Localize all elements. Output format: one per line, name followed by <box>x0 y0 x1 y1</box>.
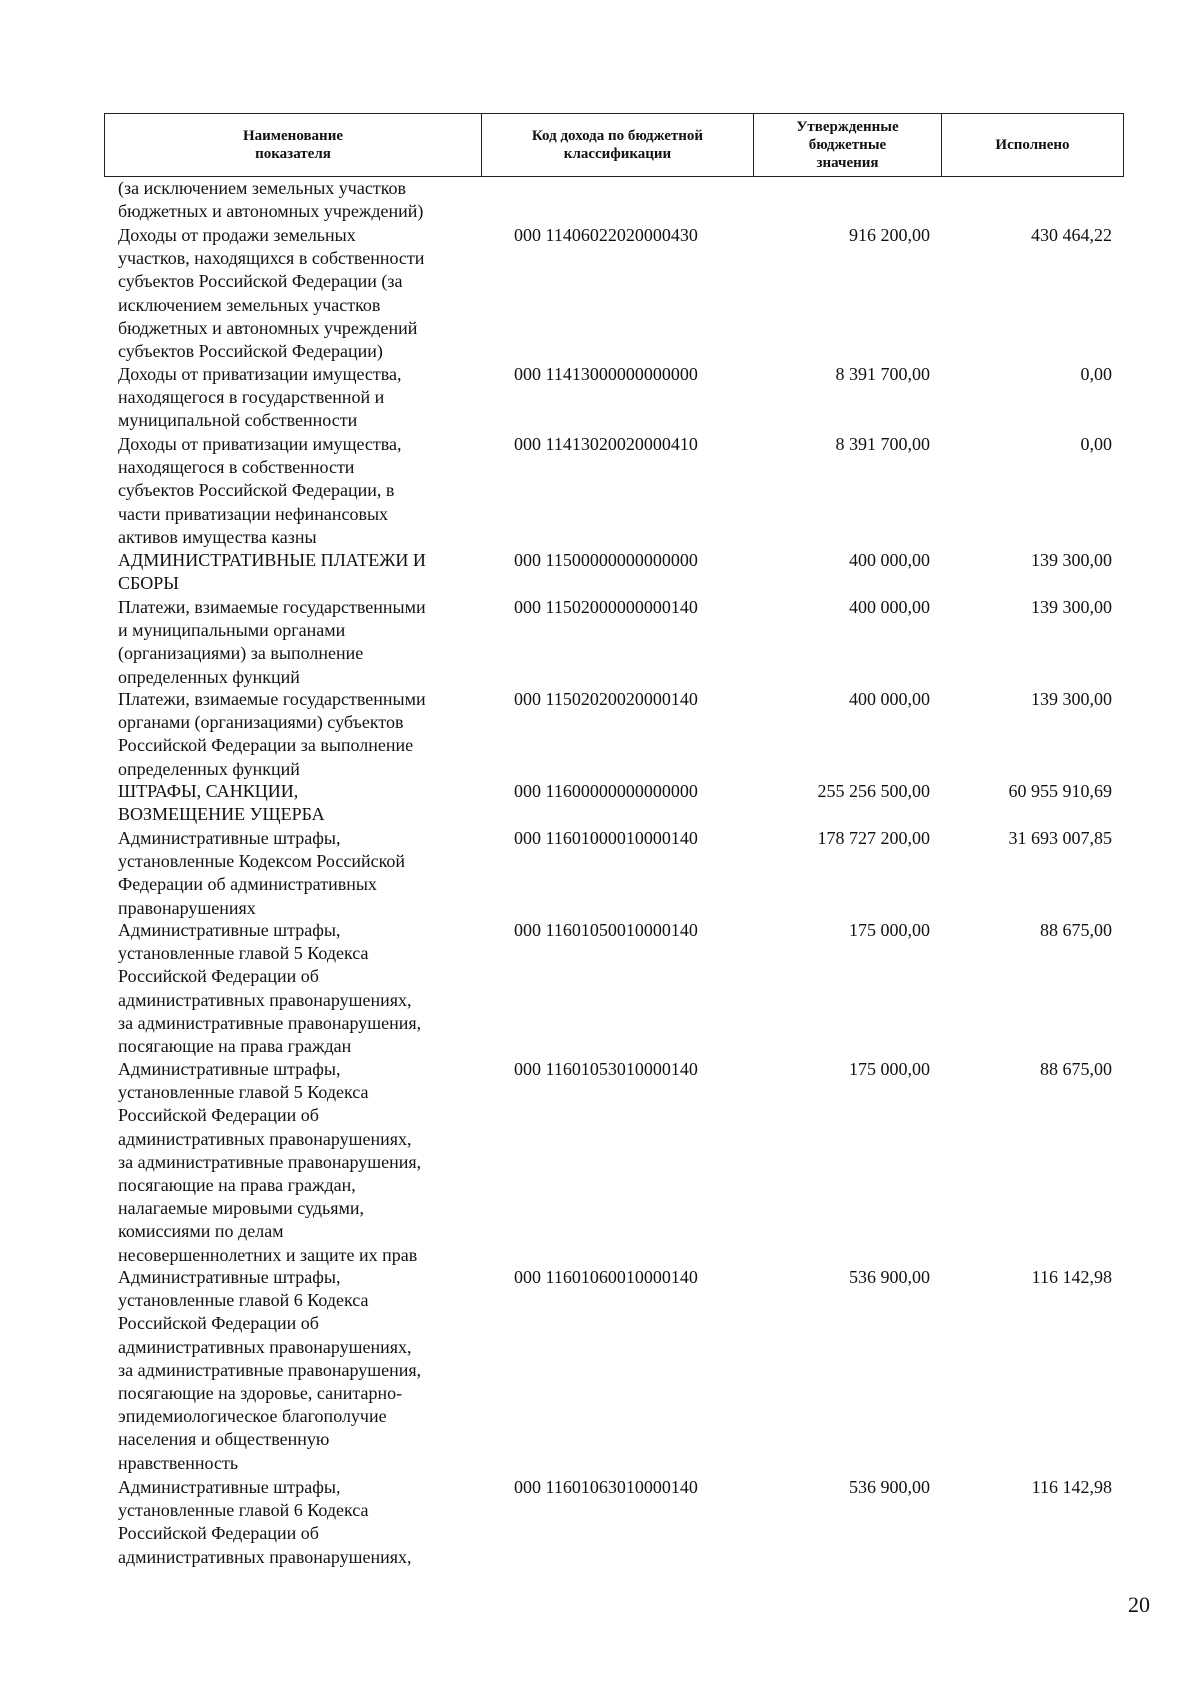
row-approved: 400 000,00 <box>849 597 930 617</box>
table-header <box>104 113 1124 177</box>
row-name: ШТРАФЫ, САНКЦИИ, ВОЗМЕЩЕНИЕ УЩЕРБА <box>118 781 325 825</box>
row-code: 000 11601000010000140 <box>514 828 698 848</box>
row-approved: 175 000,00 <box>849 1059 930 1079</box>
header-approved: Утвержденные бюджетные значения <box>754 114 942 176</box>
row-name: Административные штрафы, установленные главой 5 Кодекса Российской Федерации об административных правонарушениях, за административные правонарушения, посягающие на права граждан, налагаемые мировыми судьями, комиссиями по делам несовершеннолетних и защите их прав <box>118 1059 422 1265</box>
row-executed: 31 693 007,85 <box>1008 828 1112 848</box>
row-approved: 255 256 500,00 <box>817 781 930 801</box>
row-code: 000 11406022020000430 <box>514 225 698 245</box>
row-name: Административные штрафы, установленные главой 6 Кодекса Российской Федерации об административных правонарушениях, за административные правонарушения, посягающие на здоровье, санитарно- эпидемиологическое благополучие населения и общественную нравственность <box>118 1267 422 1473</box>
row-executed: 88 675,00 <box>1040 1059 1112 1079</box>
row-executed: 139 300,00 <box>1031 597 1112 617</box>
row-code: 000 11600000000000000 <box>514 781 698 801</box>
row-executed: 60 955 910,69 <box>1008 781 1112 801</box>
row-name: Платежи, взимаемые государственными и муниципальными органами (организациями) за выполнение определенных функций <box>118 597 426 687</box>
header-executed: Исполнено <box>995 137 1070 153</box>
row-approved: 536 900,00 <box>849 1477 930 1497</box>
row-code: 000 11601053010000140 <box>514 1059 698 1079</box>
row-code: 000 11601050010000140 <box>514 920 698 940</box>
row-approved: 175 000,00 <box>849 920 930 940</box>
row-executed: 139 300,00 <box>1031 550 1112 570</box>
row-name: Административные штрафы, установленные главой 6 Кодекса Российской Федерации об административных правонарушениях, <box>118 1477 412 1567</box>
row-executed: 88 675,00 <box>1040 920 1112 940</box>
row-executed: 139 300,00 <box>1031 689 1112 709</box>
row-name: Доходы от продажи земельных участков, находящихся в собственности субъектов Российской Федерации (за исключением земельных участков бюджетных и автономных учреждений субъектов Российской Федерации) <box>118 225 425 362</box>
row-name: Доходы от приватизации имущества, находящегося в государственной и муниципальной собственности <box>118 364 402 431</box>
page-number: 20 <box>1128 1592 1150 1617</box>
row-approved: 400 000,00 <box>849 550 930 570</box>
header-code: Код дохода по бюджетной классификации <box>482 114 754 176</box>
row-executed: 0,00 <box>1080 434 1112 454</box>
header-name: Наименование показателя <box>105 114 482 176</box>
row-name: АДМИНИСТРАТИВНЫЕ ПЛАТЕЖИ И СБОРЫ <box>118 550 426 594</box>
row-executed: 116 142,98 <box>1031 1477 1112 1497</box>
row-executed: 430 464,22 <box>1031 225 1112 245</box>
row-code: 000 11502020020000140 <box>514 689 698 709</box>
row-code: 000 11601060010000140 <box>514 1267 698 1287</box>
row-code: 000 11413000000000000 <box>514 364 698 384</box>
row-code: 000 11601063010000140 <box>514 1477 698 1497</box>
row-code: 000 11500000000000000 <box>514 550 698 570</box>
row-name: Доходы от приватизации имущества, находящегося в собственности субъектов Российской Федерации, в части приватизации нефинансовых активов имущества казны <box>118 434 402 547</box>
row-approved: 8 391 700,00 <box>835 434 930 454</box>
row-name: Административные штрафы, установленные Кодексом Российской Федерации об административных правонарушениях <box>118 828 406 918</box>
row-name: Административные штрафы, установленные главой 5 Кодекса Российской Федерации об административных правонарушениях, за административные правонарушения, посягающие на права граждан <box>118 920 422 1057</box>
row-approved: 916 200,00 <box>849 225 930 245</box>
row-approved: 8 391 700,00 <box>835 364 930 384</box>
row-approved: 536 900,00 <box>849 1267 930 1287</box>
row-approved: 178 727 200,00 <box>817 828 930 848</box>
row-executed: 0,00 <box>1080 364 1112 384</box>
row-approved: 400 000,00 <box>849 689 930 709</box>
row-code: 000 11502000000000140 <box>514 597 698 617</box>
row-code: 000 11413020020000410 <box>514 434 698 454</box>
row-name: (за исключением земельных участков бюджетных и автономных учреждений) <box>118 178 424 222</box>
row-executed: 116 142,98 <box>1031 1267 1112 1287</box>
row-name: Платежи, взимаемые государственными органами (организациями) субъектов Российской Федерации за выполнение определенных функций <box>118 689 426 779</box>
